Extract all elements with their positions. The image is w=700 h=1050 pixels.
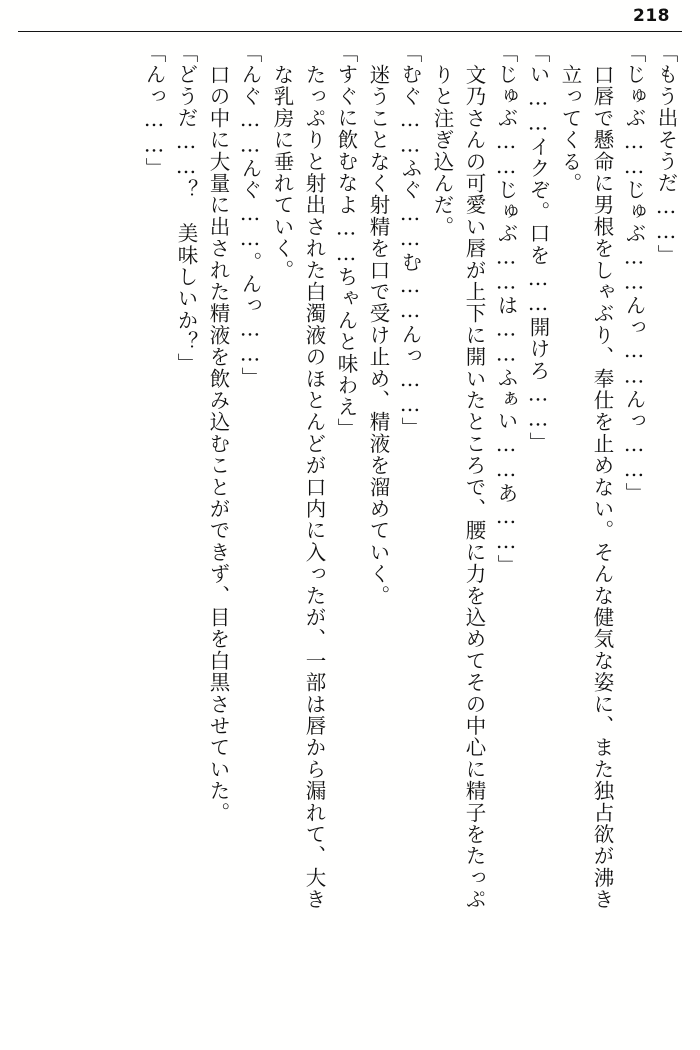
text-column: 「すぐに飲むなよ……ちゃんと味わえ」 — [334, 42, 358, 440]
text-column: 「んっ……」 — [142, 42, 166, 180]
text-column: な乳房に垂れていく。 — [270, 64, 294, 281]
text-column: りと注ぎ込んだ。 — [430, 64, 454, 238]
text-column: 「もう出そうだ……」 — [654, 42, 678, 266]
text-column: 「どうだ……？ 美味しいか？」 — [174, 42, 198, 375]
text-column: 「んぐ……んぐ……。んっ……」 — [238, 42, 262, 389]
text-column: 「むぐ……ふぐ……む……んっ……」 — [398, 42, 422, 439]
text-column: 立ってくる。 — [558, 64, 582, 195]
text-column: 文乃さんの可愛い唇が上下に開いたところで、腰に力を込めてその中心に精子をたっぷ — [462, 64, 486, 911]
text-column: 迷うことなく射精を口で受け止め、精液を溜めていく。 — [366, 64, 390, 607]
page-number: 218 — [633, 6, 670, 26]
vertical-text-body — [20, 42, 676, 1036]
text-column: 口唇で懸命に男根をしゃぶり、奉仕を止めない。そんな健気な姿に、また独占欲が沸き — [590, 64, 614, 911]
header-divider-rule — [18, 31, 682, 32]
text-column: 「じゅぶ……じゅぶ……んっ……んっ……」 — [622, 42, 646, 504]
text-column: たっぷりと射出された白濁液のほとんどが口内に入ったが、一部は唇から漏れて、大き — [302, 64, 326, 911]
text-column: 「じゅぶ……じゅぶ……は……ふぁい……あ……」 — [494, 42, 518, 577]
text-column: 「い……イクぞ。口を……開けろ……」 — [526, 42, 550, 454]
text-column: 口の中に大量に出された精液を飲み込むことができず、目を白黒させていた。 — [206, 64, 230, 824]
